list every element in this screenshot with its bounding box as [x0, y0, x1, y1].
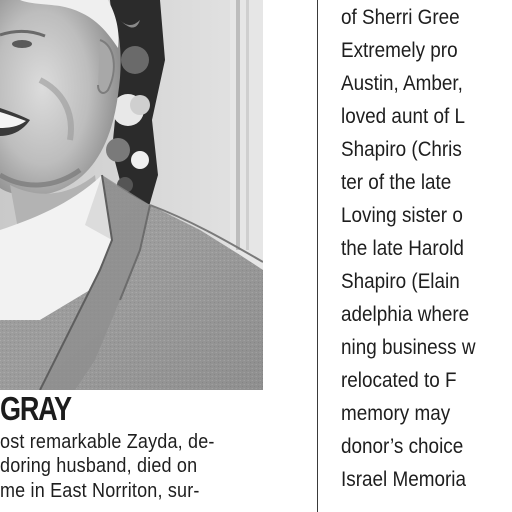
right-text-line: Extremely pro: [341, 39, 458, 62]
right-text-line: Austin, Amber,: [341, 72, 463, 95]
obituary-name-heading: GRAY: [0, 390, 71, 427]
right-text-line: of Sherri Gree: [341, 6, 460, 29]
column-divider: [317, 0, 318, 512]
right-text-line: donor’s choice: [341, 435, 464, 458]
right-text-line: loved aunt of L: [341, 105, 466, 128]
right-text-line: adelphia where: [341, 303, 470, 326]
right-text-line: Shapiro (Elain: [341, 270, 460, 293]
portrait-photo: [0, 0, 263, 390]
right-column: [341, 0, 512, 512]
right-text-line: relocated to F: [341, 369, 457, 392]
right-text-line: ter of the late: [341, 171, 452, 194]
left-text-line: ost remarkable Zayda, de-: [0, 431, 215, 453]
left-text-line: doring husband, died on: [0, 455, 198, 477]
right-text-line: Shapiro (Chris: [341, 138, 462, 161]
left-text-line: me in East Norriton, sur-: [0, 480, 200, 502]
right-text-line: the late Harold: [341, 237, 464, 260]
right-text-line: Loving sister o: [341, 204, 463, 227]
right-text-line: memory may: [341, 402, 451, 425]
right-text-line: ning business w: [341, 336, 476, 359]
right-text-line: Israel Memoria: [341, 468, 466, 491]
